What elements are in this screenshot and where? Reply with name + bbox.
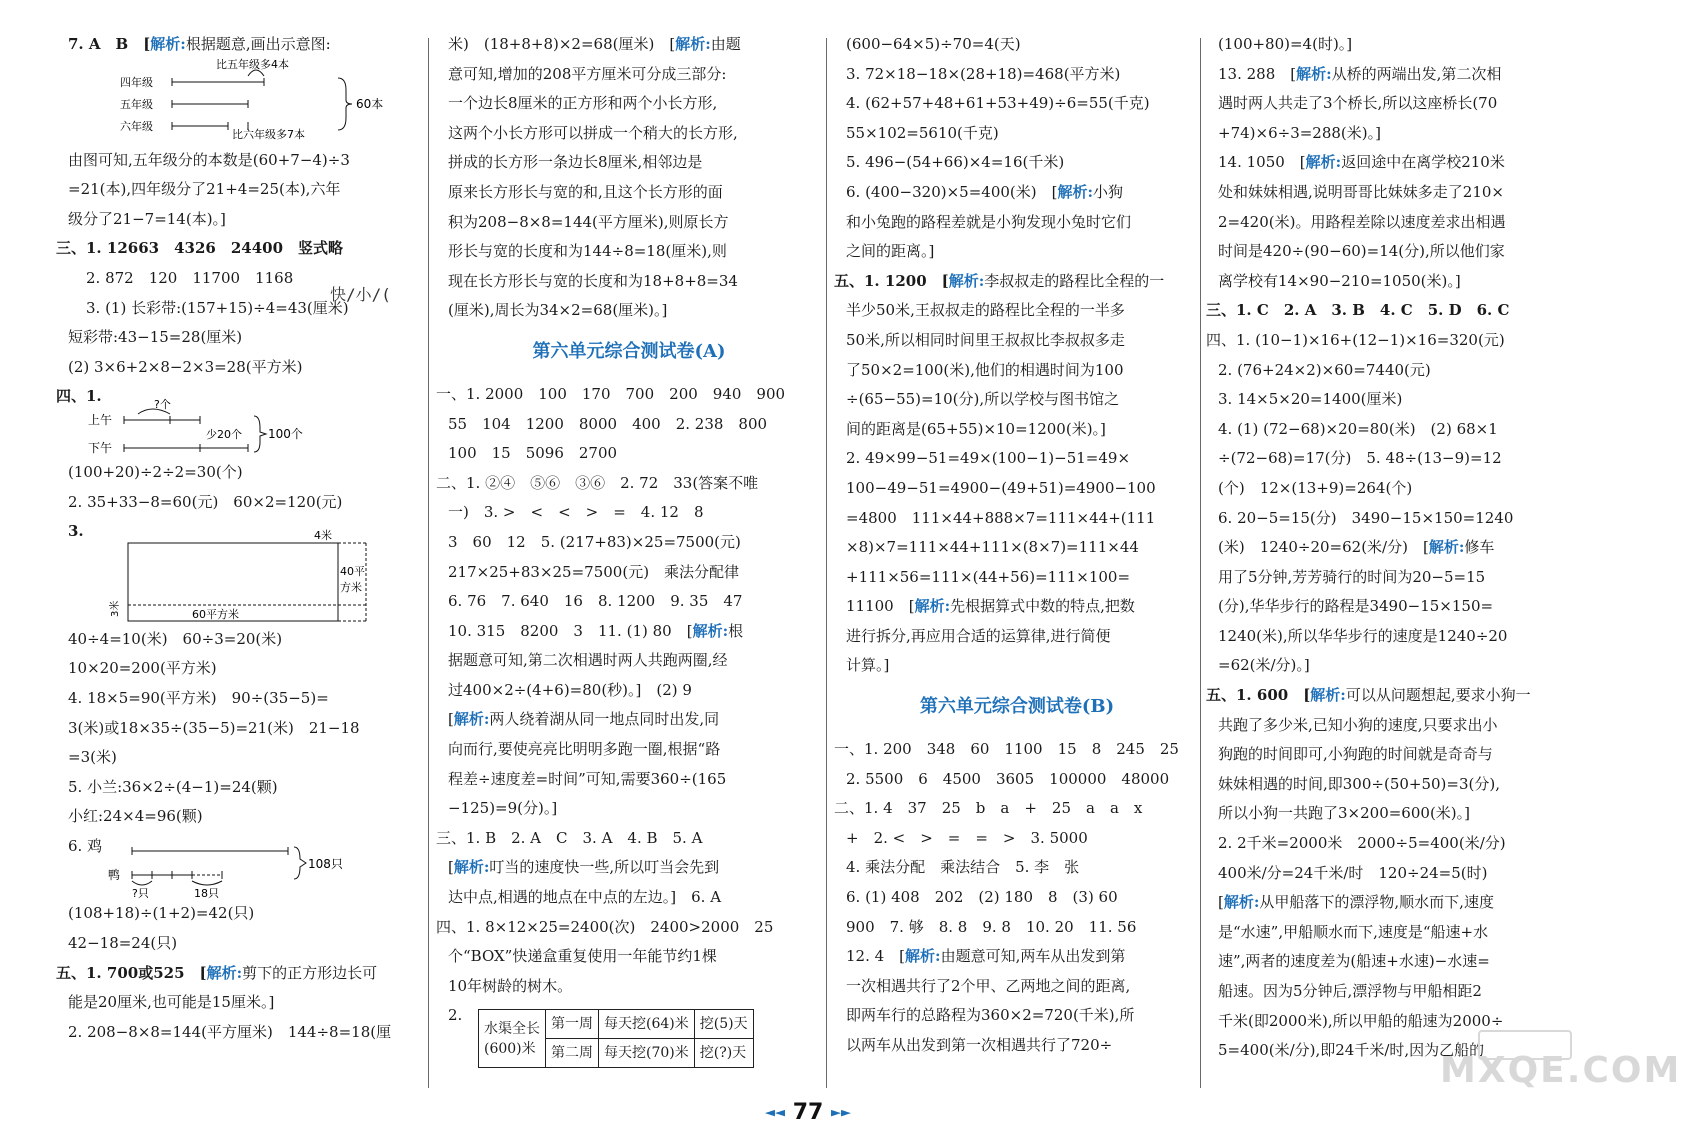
text: 两人绕着湖从同一地点同时出发,同 xyxy=(489,710,720,729)
text: 10. 315 8200 3 11. (1) 80 [ xyxy=(448,621,693,640)
analysis-tag: 解析: xyxy=(150,35,186,53)
table-cell: 第一周 xyxy=(546,1010,599,1039)
brace xyxy=(132,881,152,885)
answer-line: (2) 3×6+2×8−2×3=28(平方米) xyxy=(68,357,303,376)
answer-line: 3 60 12 5. (217+83)×25=7500(元) xyxy=(448,532,741,551)
text: 修车 xyxy=(1464,538,1495,557)
answer-line: 4. (62+57+48+61+53+49)÷6=55(千克) xyxy=(846,94,1150,113)
answer-line: 3. (1) 长彩带:(157+15)÷4=43(厘米) xyxy=(86,298,349,317)
answer-line: 拼成的长方形一条边长8厘米,相邻边是 xyxy=(448,153,703,172)
analysis-tag: 解析: xyxy=(1296,64,1332,83)
section-heading: 第六单元综合测试卷(A) xyxy=(532,340,726,362)
table-row xyxy=(479,1010,754,1039)
answer-line: 用了5分钟,芳芳骑行的时间为20−5=15 xyxy=(1218,567,1486,586)
watermark: MXQE.COM xyxy=(1440,1050,1681,1091)
text: 剪下的正方形边长可 xyxy=(242,963,378,982)
answer-line: 10年树龄的树木。 xyxy=(448,976,573,995)
text: 13. 288 [ xyxy=(1218,64,1297,83)
analysis-tag: 解析: xyxy=(1223,893,1260,912)
answer-line: 3(米)或18×35÷(35−5)=21(米) 21−18 xyxy=(68,718,360,737)
answer-line xyxy=(846,592,1188,622)
answer-line: 2. 872 120 11700 1168 xyxy=(86,268,294,287)
answer-line: 是“水速”,甲船顺水而下,速度是“船速+水 xyxy=(1218,922,1489,941)
diagram-label: 比五年级多4本 xyxy=(216,57,289,71)
answer-line: 能是20厘米,也可能是15厘米。] xyxy=(68,993,275,1012)
answer-line: 达中点,相遇的地点在中点的左边。] 6. A xyxy=(448,888,722,907)
answer-line xyxy=(448,617,810,647)
answer-line: 50米,所以相同时间里王叔叔比李叔叔多走 xyxy=(846,330,1125,349)
text: [ xyxy=(448,858,454,877)
answer-line: 原来长方形长与宽的和,且这个长方形的面 xyxy=(448,182,723,201)
answer-line: 10×20=200(平方米) xyxy=(68,659,217,678)
analysis-tag: 解析: xyxy=(1057,182,1094,201)
text: 7. A B [ xyxy=(68,35,151,53)
answer-line: (100+20)÷2÷2=30(个) xyxy=(68,462,243,481)
answer-line: +74)×6÷3=288(米)。] xyxy=(1218,123,1381,142)
answer-line: 现在长方形长与宽的长度和为18+8+8=34 xyxy=(448,271,738,290)
diagram-label: ?只 xyxy=(132,887,149,901)
diagram-label: 比六年级多7本 xyxy=(232,127,305,141)
answer-line: +111×56=111×(44+56)=111×100= xyxy=(846,567,1131,586)
text: [ xyxy=(448,710,454,729)
text: [ xyxy=(1218,893,1224,912)
answer-line: =62(米/分)。] xyxy=(1218,656,1310,675)
answer-line: 积为208−8×8=144(平方厘米),则原长方 xyxy=(448,212,729,231)
answer-line: 小红:24×4=96(颗) xyxy=(68,807,203,826)
analysis-tag: 解析: xyxy=(914,597,951,616)
text: 五、1. 1200 [ xyxy=(834,271,949,290)
chickens-ducks-diagram xyxy=(88,839,388,899)
answer-line: (分),华华步行的路程是3490−15×150= xyxy=(1218,597,1494,616)
answer-line: ÷(65−55)=10(分),所以学校与图书馆之 xyxy=(846,390,1120,409)
answer-line: 共跑了多少米,已知小狗的速度,只要求出小 xyxy=(1218,715,1498,734)
answer-line: 55×102=5610(千克) xyxy=(846,123,999,142)
answer-line: 5. 496−(54+66)×4=16(千米) xyxy=(846,153,1065,172)
answer-line: 间的距离是(65+55)×10=1200(米)。] xyxy=(846,419,1106,438)
answer-line: 40÷4=10(米) 60÷3=20(米) xyxy=(68,629,283,648)
brace xyxy=(254,416,266,452)
answer-line: 计算。] xyxy=(846,656,890,675)
diagram-label: 鸭 xyxy=(108,868,121,883)
answer-line: 6. 20−5=15(分) 3490−15×150=1240 xyxy=(1218,508,1514,527)
diagram-label: 四年级 xyxy=(120,75,153,89)
rectangle-diagram xyxy=(88,525,388,625)
diagram-label: 40平 xyxy=(340,564,365,578)
diagram-label: 100个 xyxy=(268,426,303,441)
answer-line: 217×25+83×25=7500(元) 乘法分配律 xyxy=(448,562,740,581)
analysis-tag: 解析: xyxy=(1310,686,1346,705)
answer-line: 级分了21−7=14(本)。] xyxy=(68,209,226,228)
text: 由题 xyxy=(710,35,741,53)
answer-line: 4. 18×5=90(平方米) 90÷(35−5)= xyxy=(68,688,329,707)
diagram-label: 4米 xyxy=(314,528,332,542)
text: 从桥的两端出发,第二次相 xyxy=(1331,64,1502,83)
apples-diagram xyxy=(88,396,388,458)
answer-line: 三、1. 12663 4326 24400 竖式略 xyxy=(56,239,344,258)
text: 根据题意,画出示意图: xyxy=(185,35,331,53)
answer-line: 100−49−51=4900−(49+51)=4900−100 xyxy=(846,478,1156,497)
diagram-label: 方米 xyxy=(340,580,362,594)
answer-line: 6. 76 7. 640 16 8. 1200 9. 35 47 xyxy=(448,592,743,611)
answer-line: 一次相遇共行了2个甲、乙两地之间的距离, xyxy=(846,976,1131,995)
answer-line: (600−64×5)÷70=4(天) xyxy=(846,35,1021,53)
answer-line: 船速。因为5分钟后,漂浮物与甲船相距2 xyxy=(1218,982,1482,1000)
text: 李叔叔走的路程比全程的一 xyxy=(984,271,1165,290)
analysis-tag: 解析: xyxy=(1305,153,1342,172)
diagram-label: 少20个 xyxy=(206,427,242,441)
answer-line: 由图可知,五年级分的本数是(60+7−4)÷3 xyxy=(68,150,350,169)
text: 11100 [ xyxy=(846,597,915,616)
answer-line: 2. 35+33−8=60(元) 60×2=120(元) xyxy=(68,492,343,511)
analysis-tag: 解析: xyxy=(692,621,729,640)
answer-line xyxy=(448,853,810,883)
next-arrows-icon: ►► xyxy=(830,1105,851,1121)
answer-line: 三、1. C 2. A 3. B 4. C 5. D 6. C xyxy=(1206,301,1510,320)
answer-line: 一、1. 2000 100 170 700 200 940 900 xyxy=(436,384,786,403)
answer-line: 以两车从出发到第一次相遇共行了720÷ xyxy=(846,1036,1113,1054)
text: 水渠全长 xyxy=(484,1020,540,1037)
answer-line: 形长与宽的长度和为144÷8=18(厘米),则 xyxy=(448,242,727,261)
answer-line: 4. (1) (72−68)×20=80(米) (2) 68×1 xyxy=(1218,419,1498,438)
answer-line: (个) 12×(13+9)=264(个) xyxy=(1218,478,1413,497)
answer-line xyxy=(1218,148,1576,178)
answer-line: ×8)×7=111×44+111×(8×7)=111×44 xyxy=(846,538,1139,557)
answer-line: 2. (76+24×2)×60=7440(元) xyxy=(1218,360,1431,379)
answer-line: 处和妹妹相遇,说明哥哥比妹妹多走了210× xyxy=(1218,182,1504,201)
text: 由题意可知,两车从出发到第 xyxy=(940,947,1126,966)
answer-line: 3. 72×18−18×(28+18)=468(平方米) xyxy=(846,64,1121,83)
answer-line: 四、1. xyxy=(56,387,102,406)
answer-line: 5=400(米/分),即24千米/时,因为乙船的 xyxy=(1218,1041,1485,1060)
column-divider xyxy=(428,38,429,1088)
books-diagram xyxy=(68,56,398,146)
answer-line: 2. 2千米=2000米 2000÷5=400(米/分) xyxy=(1218,834,1506,853)
column-divider xyxy=(826,38,827,1088)
answer-line: 2=420(米)。用路程差除以速度差求出相遇 xyxy=(1218,212,1506,231)
answer-line xyxy=(1218,60,1576,90)
table-cell: 挖(5)天 xyxy=(694,1010,753,1039)
answer-column-2 xyxy=(436,30,810,1068)
answer-line: 狗跑的时间即可,小狗跑的时间就是奇奇与 xyxy=(1218,745,1493,764)
answer-line: 一) 3. > < < > = 4. 12 8 xyxy=(448,503,704,522)
answer-line: ÷(72−68)=17(分) 5. 48÷(13−9)=12 xyxy=(1218,449,1502,468)
answer-line: 进行拆分,再应用合适的运算律,进行简便 xyxy=(846,626,1111,645)
answer-line: 了50×2=100(米),他们的相遇时间为100 xyxy=(846,360,1124,379)
answer-line: 离学校有14×90−210=1050(米)。] xyxy=(1218,271,1461,290)
table-cell: 第二周 xyxy=(546,1039,599,1068)
text: 五、1. 600 [ xyxy=(1206,686,1311,705)
column-divider xyxy=(1200,38,1201,1088)
answer-line: 42−18=24(只) xyxy=(68,934,178,953)
answer-line xyxy=(846,942,1188,972)
answer-line: 即两车行的总路程为360×2=720(千米),所 xyxy=(846,1006,1135,1025)
answer-line: 2. 5500 6 4500 3605 100000 48000 xyxy=(846,769,1170,788)
text: 返回途中在离学校210米 xyxy=(1341,153,1505,172)
analysis-tag: 解析: xyxy=(905,947,941,966)
answer-line: 据题意可知,第二次相遇时两人共跑两圈,经 xyxy=(448,651,728,670)
answer-line xyxy=(448,30,810,60)
text: 14. 1050 [ xyxy=(1218,153,1306,172)
page-number xyxy=(758,1100,858,1125)
answer-line: 短彩带:43−15=28(厘米) xyxy=(68,328,243,347)
text: 米) (18+8+8)×2=68(厘米) [ xyxy=(448,35,676,53)
answer-line: 过400×2÷(4+6)=80(秒)。] (2) 9 xyxy=(448,680,692,699)
text: 先根据算式中数的特点,把数 xyxy=(950,597,1135,616)
table-cell: 每天挖(70)米 xyxy=(599,1039,695,1068)
answer-line: 3. xyxy=(68,522,84,541)
text: 五、1. 700或525 [ xyxy=(56,963,207,982)
answer-line: (108+18)÷(1+2)=42(只) xyxy=(68,904,255,923)
answer-line xyxy=(56,959,423,989)
answer-line: 2. 49×99−51=49×(100−1)−51=49× xyxy=(846,449,1131,468)
answer-line: 四、1. (10−1)×16+(12−1)×16=320(元) xyxy=(1206,330,1505,349)
text: 12. 4 [ xyxy=(846,947,906,966)
text: 根 xyxy=(728,621,744,640)
answer-line: + 2. < > = = > 3. 5000 xyxy=(846,828,1088,847)
diagram-label: ?个 xyxy=(154,397,171,411)
diagram-label: 60本 xyxy=(356,96,384,111)
section-heading: 第六单元综合测试卷(B) xyxy=(919,696,1115,718)
answer-line xyxy=(1218,888,1576,918)
answer-line: 6. (1) 408 202 (2) 180 8 (3) 60 xyxy=(846,888,1118,907)
diagram-label: 60平方米 xyxy=(192,607,239,621)
answer-line: 4. 乘法分配 乘法结合 5. 李 张 xyxy=(846,858,1080,877)
diagram-label: 上午 xyxy=(88,412,113,427)
diagram-label: 六年级 xyxy=(120,119,153,133)
brace xyxy=(192,881,222,885)
answer-line xyxy=(448,705,810,735)
answer-line: 四、1. 8×12×25=2400(次) 2400>2000 25 xyxy=(436,917,774,936)
answer-line: 一、1. 200 348 60 1100 15 8 245 25 xyxy=(834,740,1179,759)
answer-line: 半少50米,王叔叔走的路程比全程的一半多 xyxy=(846,301,1125,320)
text: 叮当的速度快一些,所以叮当会先到 xyxy=(489,858,720,877)
answer-line xyxy=(846,178,1188,208)
answer-line: =3(米) xyxy=(68,748,117,767)
answer-line: 意可知,增加的208平方厘米可分成三部分: xyxy=(448,64,727,83)
handwritten-scribble: 快/小/( xyxy=(330,285,391,304)
answer-line: 5. 小兰:36×2÷(4−1)=24(颗) xyxy=(68,777,278,796)
answer-line: 2. xyxy=(448,1006,463,1025)
answer-line: 速”,两者的速度差为(船速+水速)−水速= xyxy=(1218,952,1490,971)
table-cell xyxy=(479,1010,546,1068)
answer-line: 之间的距离。] xyxy=(846,242,935,261)
answer-line: 900 7. 够 8. 8 9. 8 10. 20 11. 56 xyxy=(846,917,1137,936)
answer-line: 三、1. B 2. A C 3. A 4. B 5. A xyxy=(436,828,703,847)
answer-column-3 xyxy=(834,30,1188,1061)
answer-line: −125)=9(分)。] xyxy=(448,799,558,818)
answer-column-1 xyxy=(56,30,423,1047)
answer-column-4 xyxy=(1206,30,1576,1066)
table-cell: 挖(?)天 xyxy=(694,1039,753,1068)
answer-line: 一个边长8厘米的正方形和两个小长方形, xyxy=(448,94,718,113)
analysis-tag: 解析: xyxy=(206,963,243,982)
answer-line: 100 15 5096 2700 xyxy=(448,444,618,463)
analysis-tag: 解析: xyxy=(453,710,490,729)
answer-line: 这两个小长方形可以拼成一个稍大的长方形, xyxy=(448,123,738,142)
analysis-tag: 解析: xyxy=(948,271,985,290)
answer-line: 二、1. 4 37 25 b a + 25 a a x xyxy=(834,799,1143,818)
table-cell: 每天挖(64)米 xyxy=(599,1010,695,1039)
canal-table xyxy=(478,1009,754,1068)
brace xyxy=(294,847,306,879)
page-number-text: 77 xyxy=(792,1100,824,1125)
answer-line: 妹妹相遇的时间,即300÷(50+50)=3(分), xyxy=(1218,774,1500,793)
analysis-tag: 解析: xyxy=(453,858,490,877)
answer-line: 3. 14×5×20=1400(厘米) xyxy=(1218,390,1403,409)
answer-line xyxy=(1218,533,1576,563)
brace xyxy=(338,78,352,130)
diagram-label: 下午 xyxy=(88,440,113,455)
answer-line: 个“BOX”快递盒重复使用一年能节约1棵 xyxy=(448,947,717,966)
answer-line: 时间是420÷(90−60)=14(分),所以他们家 xyxy=(1218,242,1505,261)
analysis-tag: 解析: xyxy=(675,35,711,53)
answer-line xyxy=(1206,681,1576,711)
answer-line: 2. 208−8×8=144(平方厘米) 144÷8=18(厘 xyxy=(68,1022,392,1041)
answer-line: 遇时两人共走了3个桥长,所以这座桥长(70 xyxy=(1218,94,1498,113)
answer-line: (厘米),周长为34×2=68(厘米)。] xyxy=(448,301,668,320)
answer-line: =21(本),四年级分了21+4=25(本),六年 xyxy=(68,180,341,199)
answer-line xyxy=(834,267,1188,297)
diagram-label: 18只 xyxy=(194,887,219,901)
diagram-label: 3米 xyxy=(110,600,121,617)
diagram-label: 五年级 xyxy=(120,97,153,111)
text: 小狗 xyxy=(1093,182,1124,201)
answer-line: 400米/分=24千米/时 120÷24=5(时) xyxy=(1218,863,1488,882)
text: 可以从问题想起,要求小狗一 xyxy=(1345,686,1531,705)
analysis-tag: 解析: xyxy=(1428,538,1465,557)
diagram-label: 108只 xyxy=(308,857,343,872)
answer-line: (100+80)=4(时)。] xyxy=(1218,35,1353,53)
answer-line: 向而行,要使亮亮比明明多跑一圈,根据“路 xyxy=(448,740,721,759)
answer-line: 和小兔跑的路程差就是小狗发现小兔时它们 xyxy=(846,212,1132,231)
answer-line: =4800 111×44+888×7=111×44+(111 xyxy=(846,508,1156,527)
answer-line: 二、1. ②④ ⑤⑥ ③⑥ 2. 72 33(答案不唯 xyxy=(436,473,759,492)
text: (米) 1240÷20=62(米/分) [ xyxy=(1218,538,1429,557)
answer-line: 所以小狗一共跑了3×200=600(米)。] xyxy=(1218,804,1470,823)
answer-line: 6. 鸡 xyxy=(68,836,103,855)
text: (600)米 xyxy=(484,1040,536,1057)
answer-line: 55 104 1200 8000 400 2. 238 800 xyxy=(448,414,768,433)
answer-line: 程差÷速度差=时间”可知,需要360÷(165 xyxy=(448,769,727,788)
answer-line: 千米(即2000米),所以甲船的船速为2000÷ xyxy=(1218,1011,1504,1030)
prev-arrows-icon: ◄◄ xyxy=(765,1105,786,1121)
answer-line: 1240(米),所以华华步行的速度是1240÷20 xyxy=(1218,626,1508,645)
text: 从甲船落下的漂浮物,顺水而下,速度 xyxy=(1259,893,1494,912)
text: 6. (400−320)×5=400(米) [ xyxy=(846,182,1058,201)
